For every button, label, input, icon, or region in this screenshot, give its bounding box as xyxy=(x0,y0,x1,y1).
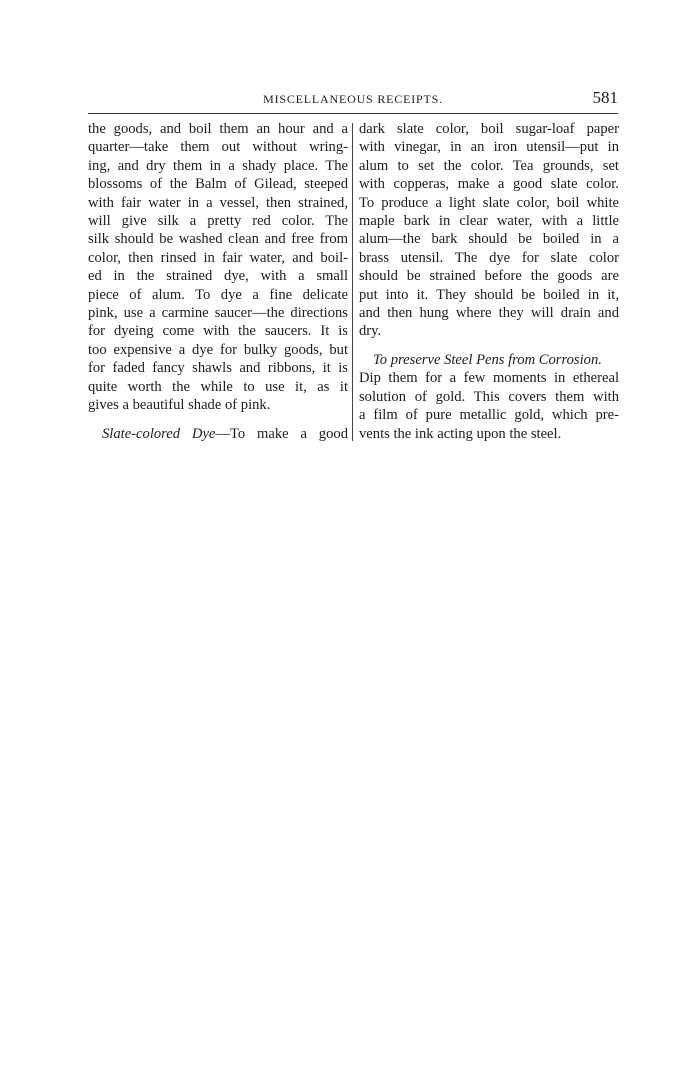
paragraph-text: —To make a good xyxy=(215,425,348,442)
text-line: quarter—take them out without wring- xyxy=(88,139,348,156)
paragraph-slate-colored-dye xyxy=(88,425,348,443)
page-number: 581 xyxy=(592,88,618,107)
text-line: brass utensil. The dye for slate color xyxy=(359,249,619,266)
text-line: color, then rinsed in fair water, and boil- xyxy=(88,249,348,266)
text-line: put into it. They should be boiled in it, xyxy=(359,286,619,303)
text-line: gives a beautiful shade of pink. xyxy=(88,397,271,414)
text-line: alum to set the color. Tea grounds, set xyxy=(359,157,619,174)
column-divider xyxy=(352,123,353,441)
text-line: piece of alum. To dye a fine delicate xyxy=(88,286,348,303)
text-line: should be strained before the goods are xyxy=(359,268,619,285)
text-line: vents the ink acting upon the steel. xyxy=(359,425,562,442)
text-line: with copperas, make a good slate color. xyxy=(359,176,619,193)
text-line: maple bark in clear water, with a little xyxy=(359,213,619,230)
text-line: silk should be washed clean and free from xyxy=(88,231,348,248)
text-line: To produce a light slate color, boil white xyxy=(359,194,619,211)
text-line: ing, and dry them in a shady place. The xyxy=(88,157,348,174)
text-line: the goods, and boil them an hour and a xyxy=(88,121,348,137)
text-line: for dyeing come with the saucers. It is xyxy=(88,323,348,340)
header-rule xyxy=(88,113,618,114)
paragraph-dye-instructions xyxy=(88,120,348,415)
text-line: with fair water in a vessel, then strained, xyxy=(88,194,348,211)
text-line: will give silk a pretty red color. The xyxy=(88,213,348,230)
text-line: quite worth the while to use it, as it xyxy=(88,378,348,395)
text-line: blossoms of the Balm of Gilead, steeped xyxy=(88,176,348,193)
paragraph-slate-color xyxy=(359,120,619,341)
text-line: too expensive a dye for bulky goods, but xyxy=(88,341,348,358)
text-line: Dip them for a few moments in ethereal xyxy=(359,370,619,387)
text-line: alum—the bark should be boiled in a xyxy=(359,231,619,248)
text-line: and then hung where they will drain and xyxy=(359,305,619,322)
right-column xyxy=(359,120,619,443)
text-line: solution of gold. This covers them with xyxy=(359,388,619,405)
running-title: MISCELLANEOUS RECEIPTS. xyxy=(263,92,443,106)
text-line: a film of pure metallic gold, which pre- xyxy=(359,407,619,424)
page-header xyxy=(88,88,618,112)
section-heading-slate-colored-dye: Slate-colored Dye xyxy=(102,425,216,442)
heading-text: To preserve Steel Pens from Corrosion. xyxy=(373,351,602,368)
paragraph-steel-pens xyxy=(359,369,619,443)
text-line: ed in the strained dye, with a small xyxy=(88,268,348,285)
text-line: with vinegar, in an iron utensil—put in xyxy=(359,139,619,156)
left-column xyxy=(88,120,348,443)
text-line: dry. xyxy=(359,323,382,340)
section-heading-steel-pens xyxy=(359,351,619,369)
text-line: dark slate color, boil sugar-loaf paper xyxy=(359,121,619,137)
text-line: pink, use a carmine saucer—the directions xyxy=(88,305,348,322)
text-line: for faded fancy shawls and ribbons, it is xyxy=(88,360,348,377)
